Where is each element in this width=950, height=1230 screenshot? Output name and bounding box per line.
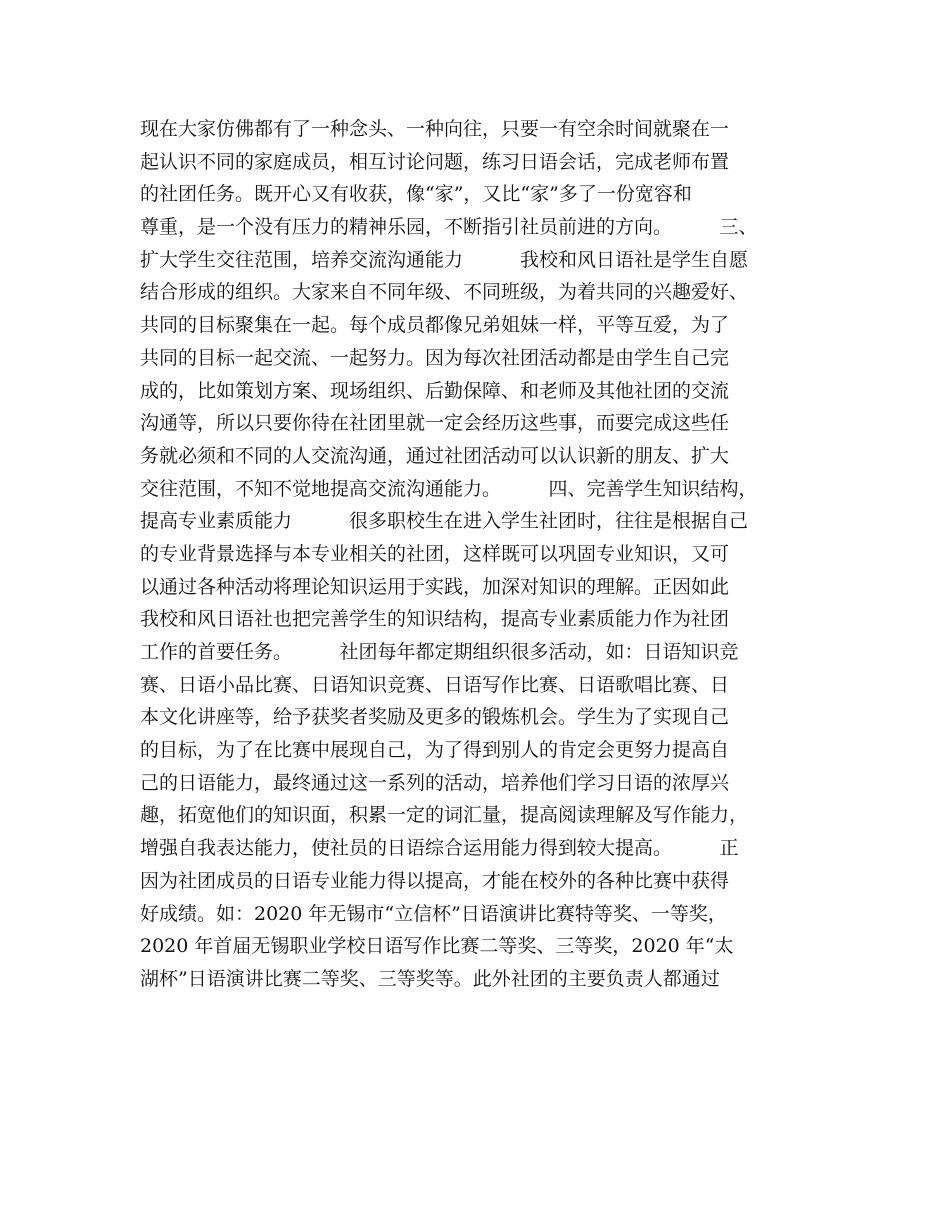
text-line: 尊重，是一个没有压力的精神乐园，不断指引社员前进的方向。 三、 bbox=[140, 216, 758, 239]
text-line: 因为社团成员的日语专业能力得以提高，才能在校外的各种比赛中获得 bbox=[140, 869, 730, 892]
text-line: 2020 年首届无锡职业学校日语写作比赛二等奖、三等奖，2020 年“太 bbox=[140, 935, 734, 958]
text-line: 工作的首要任务。 社团每年都定期组织很多活动，如：日语知识竞 bbox=[140, 641, 739, 663]
text-line: 好成绩。如：2020 年无锡市“立信杯”日语演讲比赛特等奖、一等奖， bbox=[140, 902, 727, 925]
text-line: 的专业背景选择与本专业相关的社团，这样既可以巩固专业知识，又可 bbox=[140, 542, 730, 565]
text-line: 扩大学生交往范围，培养交流沟通能力 我校和风日语社是学生自愿 bbox=[140, 248, 749, 271]
body-text bbox=[140, 113, 830, 996]
text-line: 趣，拓宽他们的知识面，积累一定的词汇量，提高阅读理解及写作能力， bbox=[140, 804, 749, 827]
text-line: 以通过各种活动将理论知识运用于实践，加深对知识的理解。正因如此 bbox=[140, 575, 730, 598]
text-line: 己的日语能力，最终通过这一系列的活动，培养他们学习日语的浓厚兴 bbox=[140, 771, 730, 794]
text-line: 的社团任务。既开心又有收获，像“家”，又比“家”多了一份宽容和 bbox=[140, 183, 692, 206]
text-line: 共同的目标聚集在一起。每个成员都像兄弟姐妹一样，平等互爱，为了 bbox=[140, 314, 730, 337]
text-line: 我校和风日语社也把完善学生的知识结构，提高专业素质能力作为社团 bbox=[140, 608, 730, 631]
text-line: 提高专业素质能力 很多职校生在进入学生社团时，往往是根据自己 bbox=[140, 510, 749, 533]
text-line: 务就必须和不同的人交流沟通，通过社团活动可以认识新的朋友、扩大 bbox=[140, 444, 730, 467]
text-line: 共同的目标一起交流、一起努力。因为每次社团活动都是由学生自己完 bbox=[140, 346, 730, 369]
text-line: 现在大家仿佛都有了一种念头、一种向往，只要一有空余时间就聚在一 bbox=[140, 118, 730, 140]
text-line: 湖杯”日语演讲比赛二等奖、三等奖等。此外社团的主要负责人都通过 bbox=[140, 967, 720, 990]
text-line: 增强自我表达能力，使社员的日语综合运用能力得到较大提高。 正 bbox=[140, 837, 739, 860]
text-line: 成的，比如策划方案、现场组织、后勤保障、和老师及其他社团的交流 bbox=[140, 379, 730, 402]
text-line: 本文化讲座等，给予获奖者奖励及更多的锻炼机会。学生为了实现自己 bbox=[140, 706, 730, 729]
text-line: 沟通等，所以只要你待在社团里就一定会经历这些事，而要完成这些任 bbox=[140, 412, 730, 435]
text-line: 赛、日语小品比赛、日语知识竞赛、日语写作比赛、日语歌唱比赛、日 bbox=[140, 673, 730, 696]
text-line: 交往范围，不知不觉地提高交流沟通能力。 四、完善学生知识结构， bbox=[140, 477, 758, 500]
text-line: 起认识不同的家庭成员，相互讨论问题，练习日语会话，完成老师布置 bbox=[140, 150, 730, 173]
text-line: 结合形成的组织。大家来自不同年级、不同班级，为着共同的兴趣爱好、 bbox=[140, 281, 749, 304]
text-line: 的目标，为了在比赛中展现自己，为了得到别人的肯定会更努力提高自 bbox=[140, 739, 730, 762]
